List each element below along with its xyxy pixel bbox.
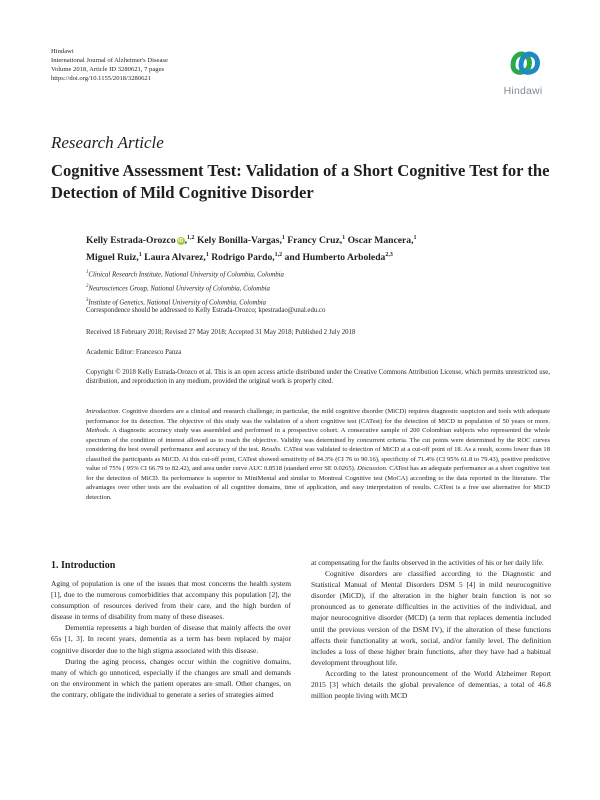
author-affil-sup: 1	[205, 252, 209, 259]
affiliations	[86, 267, 284, 308]
article-title: Cognitive Assessment Test: Validation of a Short Cognitive Test for the Detection of Mild Cognitive Disorder	[51, 161, 550, 202]
affiliation-number: 3	[86, 297, 89, 303]
copyright-notice: Copyright © 2018 Kelly Estrada-Orozco et al. This is an open access article distributed under the Creative Commons Attribution License, which permits unrestricted use, distribution, and reproduction in any medium, provided the original work is properly cited.	[86, 369, 550, 386]
abstract-intro-label: Introduction.	[86, 408, 121, 415]
abstract-intro: Cognitive disorders are a clinical and research challenge; in particular, the mild cognitive disorder (MiCD) requires diagnostic suspicion and tools with adequate performance for its detection. The objective of this study was the validation of a short cognitive test (CATest) for the detection of MiCD in population of 50 years or more.	[86, 408, 550, 425]
body-column-left	[51, 578, 291, 700]
author-name: Francy Cruz,	[287, 235, 343, 247]
author-affil-sup: 1,2	[274, 252, 283, 259]
author-affil-sup: 1,2	[187, 235, 195, 241]
hindawi-logo[interactable]	[497, 46, 549, 102]
abstract	[86, 407, 550, 502]
author-name: Kely Bonilla-Vargas,	[196, 235, 282, 247]
article-type: Research Article	[51, 133, 164, 152]
author-affil-sup: 2,3	[385, 252, 393, 259]
journal-volume: Volume 2018, Article ID 3280621, 7 pages	[51, 66, 165, 73]
body-paragraph: Dementia represents a high burden of disease that mainly affects the over 65s [1, 3]. In recent years, dementia as a term has been replaced by major cognitive disorder due to the high stigma associated with this disease.	[51, 623, 291, 655]
author[interactable]	[197, 235, 285, 246]
author-affil-sup: 1	[413, 235, 417, 241]
logo-wordmark: Hindawi	[503, 85, 543, 97]
abstract-methods: A diagnostic accuracy study was assembled and performed in a prospective cohort. A consecutive sample of 200 Colombian subjects who represented the whole spectrum of the condition of interest allowed us to reach the objective. Validity was determined by concurrent criteria. The cut points were determined by the ROC curves considering the best overall performance and accuracy of the test.	[86, 427, 550, 454]
author-affil-sup: 1	[342, 235, 346, 241]
author-list	[86, 231, 556, 265]
academic-editor: Academic Editor: Francesco Panza	[86, 349, 182, 356]
abstract-discussion-label: Discussion.	[357, 465, 388, 473]
affiliation-text: Clinical Research Institute, National University of Colombia, Colombia	[88, 271, 284, 279]
author-name: and Humberto Arboleda	[284, 252, 386, 264]
author-name: Miguel Ruiz,	[86, 252, 139, 264]
affiliation-text: Institute of Genetics, National University of Colombia, Colombia	[88, 298, 267, 306]
journal-info	[51, 47, 168, 83]
author-affil-sup: 1	[281, 235, 285, 241]
abstract-results: CATest was validated to detection of MiCD at a cut-off point of 18. As a result, scores lower than 18 classified the participants as MiCD. At this cut-off point, CATest showed sensitivity of 84.3% (CI 76 to 90.16), specificity of 71.4% (CI 95% 61.8 to 79.43), positive predictive value of 75% ( 95% CI 66.79 to 82.42), and area under curve AUC 0.8518 (standard error SE 0.0265).	[86, 446, 550, 473]
author-name: Kelly Estrada-Orozco	[86, 235, 176, 247]
correspondence: Correspondence should be addressed to Kelly Estrada-Orozco; kpestradao@unal.edu.co	[86, 307, 326, 314]
author[interactable]	[287, 235, 345, 246]
abstract-discussion: CATest has an adequate performance as a short cognitive test for the detection of MiCD. Its performance is superior to MiniMental and similar to Montreal Cognitive test (MoCA) according to the data reported in the literature. The advantages over other tests are the evaluation of all cognitive domains, time of application, and easy interpretation of results. CATest is a free use alternative for MiCD detection.	[86, 465, 550, 501]
journal-name: International Journal of Alzheimer's Disease	[51, 57, 168, 64]
affiliation-number: 1	[86, 270, 89, 275]
author[interactable]: Kelly Estrada-Orozco iD ,$^{1,2}$	[86, 235, 195, 247]
hindawi-logo-icon	[503, 46, 543, 84]
body-paragraph: According to the latest pronouncement of the World Alzheimer Report 2015 [3] which details the global prevalence of dementias, a total of 46.8 million people living with MCD	[311, 668, 551, 701]
abstract-methods-label: Methods.	[86, 427, 111, 435]
author[interactable]	[211, 252, 282, 263]
body-paragraph: During the aging process, changes occur within the cognitive domains, many of which go unnoticed, especially if the changes are small and demands on the environment in which the patient operates are small. Other changes, on the contrary, obligate the individual to generate a series of strategies aimed	[51, 656, 291, 699]
abstract-results-label: Results.	[261, 446, 282, 454]
author-name: Oscar Mancera,	[347, 235, 414, 247]
publication-dates: Received 18 February 2018; Revised 27 May 2018; Accepted 31 May 2018; Published 2 July 2018	[86, 329, 356, 336]
affiliation-number: 2	[86, 283, 89, 289]
author-name: Laura Alvarez,	[144, 252, 206, 264]
journal-publisher: Hindawi	[51, 48, 74, 55]
body-paragraph: Aging of population is one of the issues that most concerns the health system [1], due to the numerous comorbidities that accompany this population [2], the consumption of resources derived from their care, and the high burden of disease in terms of disability from many of these diseases.	[51, 579, 291, 622]
author-affil-sup: 1	[138, 252, 142, 259]
body-paragraph: at compensating for the faults observed in the activities of his or her daily life.	[311, 558, 544, 567]
journal-doi[interactable]: https://doi.org/10.1155/2018/3280621	[51, 75, 152, 82]
author[interactable]	[144, 252, 209, 263]
author-name: Rodrigo Pardo,	[211, 252, 275, 264]
author[interactable]	[285, 252, 393, 263]
author[interactable]	[86, 252, 142, 263]
author[interactable]	[348, 235, 417, 246]
section-heading-introduction: 1. Introduction	[51, 560, 116, 571]
affiliation	[86, 281, 284, 295]
body-column-right	[311, 557, 551, 701]
body-paragraph: Cognitive disorders are classified according to the Diagnostic and Statistical Manual of Mental Disorders DSM 5 [4] in mild neurocognitive disorder (MiCD), if the alteration in the higher brain function is not so pronounced as to generate difficulties in the activities of the individual, and major neurocognitive disorder (MCD) (a term that replaces dementia included until the previous version of the DSM IV), if the alteration of these functions affects their functionality at work, social, and/or family level. The definition includes a loss of these higher brain functions, after they have had a habitual development throughout life.	[311, 569, 551, 667]
affiliation-text: Neurosciences Group, National University of Colombia, Colombia	[88, 285, 270, 293]
affiliation	[86, 267, 284, 281]
orcid-icon[interactable]: iD	[178, 238, 184, 245]
